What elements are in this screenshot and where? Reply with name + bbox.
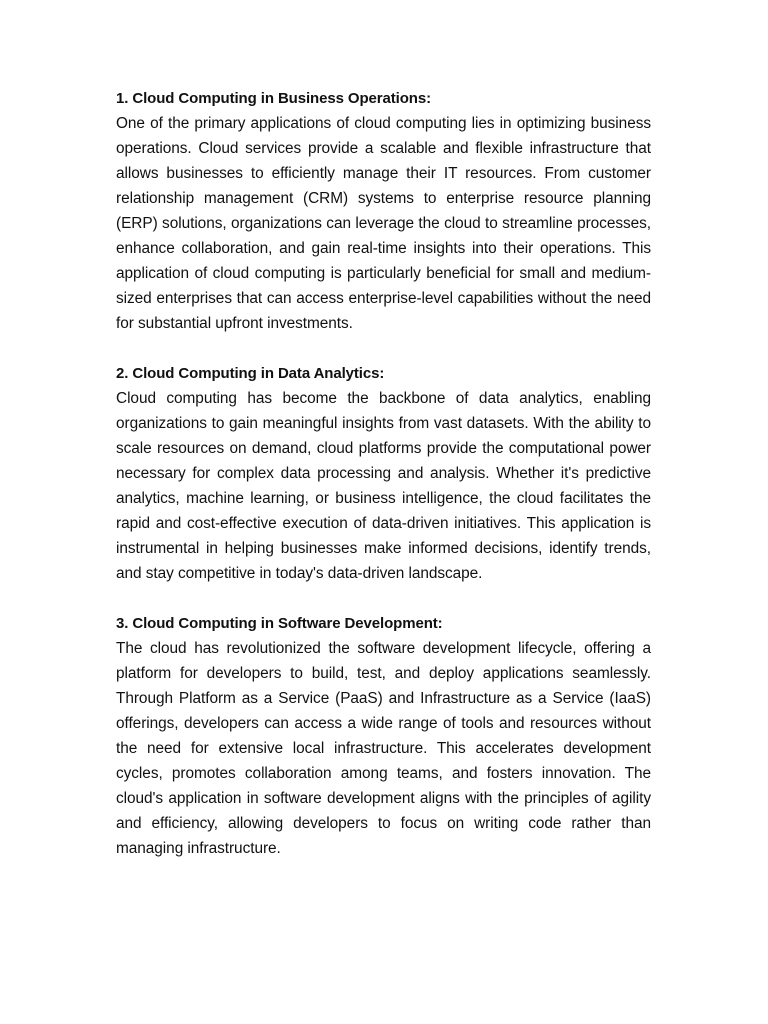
section-paragraph: One of the primary applications of cloud computing lies in optimizing business operations. Cloud services provide a scalable and flexible infrastructure that allows businesses to efficiently manage their IT resources. From customer relationship management (CRM) systems to enterprise resource planning (ERP) solutions, organizations can leverage the cloud to streamline processes, enhance collaboration, and gain real-time insights into their operations. This application of cloud computing is particularly beneficial for small and medium-sized enterprises that can access enterprise-level capabilities without the need for substantial upfront investments.: [116, 115, 651, 332]
section-software-development: [116, 611, 651, 861]
section-heading: 2. Cloud Computing in Data Analytics:: [116, 365, 385, 382]
section-heading: 3. Cloud Computing in Software Development:: [116, 615, 443, 632]
section-heading: 1. Cloud Computing in Business Operations:: [116, 90, 431, 107]
section-paragraph: The cloud has revolutionized the software development lifecycle, offering a platform for developers to build, test, and deploy applications seamlessly. Through Platform as a Service (PaaS) and Infrastructure as a Service (IaaS) offerings, developers can access a wide range of tools and resources without the need for extensive local infrastructure. This accelerates development cycles, promotes collaboration among teams, and fosters innovation. The cloud's application in software development aligns with the principles of agility and efficiency, allowing developers to focus on writing code rather than managing infrastructure.: [116, 640, 651, 857]
section-paragraph: Cloud computing has become the backbone of data analytics, enabling organizations to gain meaningful insights from vast datasets. With the ability to scale resources on demand, cloud platforms provide the computational power necessary for complex data processing and analysis. Whether it's predictive analytics, machine learning, or business intelligence, the cloud facilitates the rapid and cost-effective execution of data-driven initiatives. This application is instrumental in helping businesses make informed decisions, identify trends, and stay competitive in today's data-driven landscape.: [116, 390, 651, 582]
section-business-operations: [116, 86, 651, 336]
document-page: [116, 86, 651, 886]
section-data-analytics: [116, 361, 651, 586]
